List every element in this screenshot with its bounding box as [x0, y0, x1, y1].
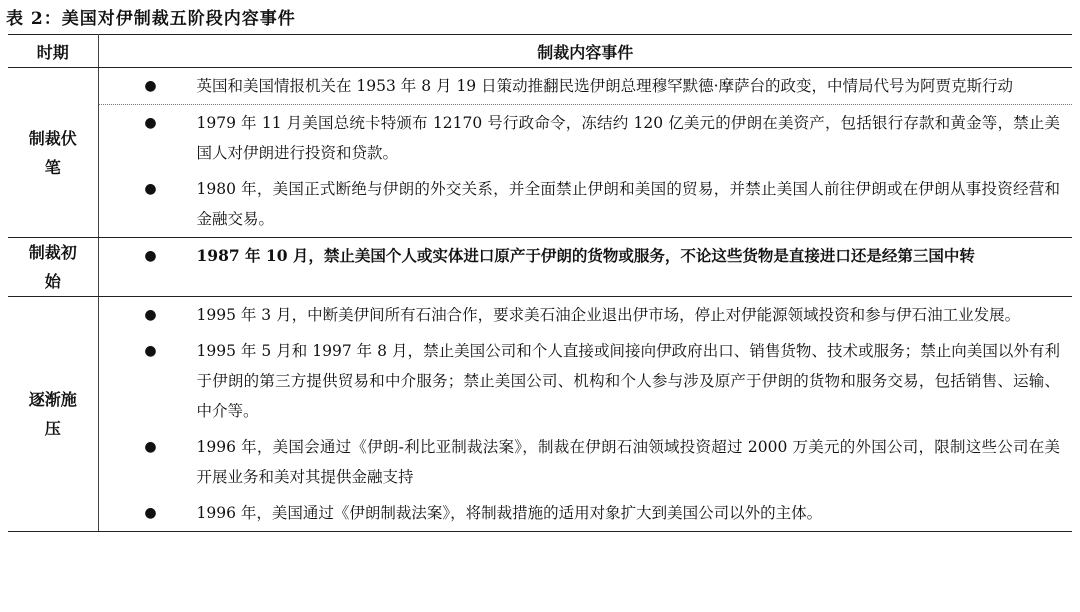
content-cell [98, 297, 1072, 532]
table-caption: 表 2：美国对伊制裁五阶段内容事件 [6, 9, 296, 29]
bullet-icon: ● [144, 307, 157, 323]
period-label-line: 始 [44, 272, 61, 291]
list-item [99, 429, 1073, 495]
content-cell [98, 238, 1072, 297]
list-item [99, 333, 1073, 429]
list-item [99, 238, 1073, 274]
bullet-icon: ● [144, 181, 157, 197]
list-item-text: 1996 年，美国通过《伊朗制裁法案》，将制裁措施的适用对象扩大到美国公司以外的主体。 [196, 504, 823, 522]
period-label-line: 笔 [44, 157, 61, 177]
list-item-text: 1996 年，美国会通过《伊朗-利比亚制裁法案》，制裁在伊朗石油领域投资超过 2000 万美元的外国公司，限制这些公司在美开展业务和美对其提供金融支持 [196, 438, 1060, 486]
list-item-text: 1995 年 3 月，中断美伊间所有石油合作，要求美石油企业退出伊市场，停止对伊能源领域投资和参与伊石油工业发展。 [196, 306, 1021, 324]
period-cell [8, 238, 98, 297]
header-period: 时期 [8, 35, 98, 68]
table-body [8, 68, 1072, 532]
period-label-line: 制裁初 [28, 243, 77, 262]
bullet-icon: ● [144, 78, 157, 94]
header-row [8, 35, 1072, 68]
bullet-icon: ● [144, 115, 157, 131]
list-item [99, 68, 1073, 105]
list-item [99, 171, 1073, 237]
list-item [99, 105, 1073, 171]
table-row [8, 238, 1072, 297]
period-label-line: 压 [44, 419, 61, 438]
bullet-icon: ● [144, 439, 157, 455]
list-item-text: 1995 年 5 月和 1997 年 8 月，禁止美国公司和个人直接或间接向伊政府出口、销售货物、技术或服务；禁止向美国以外有利于伊朗的第三方提供贸易和中介服务；禁止美国公司、机构和个人参与涉及原产于伊朗的货物和服务交易，包括销售、运输、中介等。 [196, 342, 1060, 420]
list-item [99, 495, 1073, 531]
table-row [8, 68, 1072, 238]
sanctions-table [8, 34, 1072, 532]
period-label-line: 制裁伏 [28, 128, 77, 148]
list-item-text: 1980 年，美国正式断绝与伊朗的外交关系，并全面禁止伊朗和美国的贸易，并禁止美国人前往伊朗或在伊朗从事投资经营和金融交易。 [196, 180, 1060, 228]
list-item-text: 1987 年 10 月，禁止美国个人或实体进口原产于伊朗的货物或服务，不论这些货物是直接进口还是经第三国中转 [196, 246, 975, 265]
period-cell [8, 297, 98, 532]
period-cell [8, 68, 98, 238]
list-item [99, 297, 1073, 333]
period-label-line: 逐渐施 [28, 390, 77, 409]
bullet-icon: ● [144, 505, 157, 521]
list-item-text: 1979 年 11 月美国总统卡特颁布 12170 号行政命令，冻结约 120 亿美元的伊朗在美资产，包括银行存款和黄金等，禁止美国人对伊朗进行投资和贷款。 [196, 114, 1060, 162]
bullet-icon: ● [144, 343, 157, 359]
table-row [8, 297, 1072, 532]
list-item-text: 英国和美国情报机关在 1953 年 8 月 19 日策动推翻民选伊朗总理穆罕默德·摩萨台的政变，中情局代号为阿贾克斯行动 [196, 77, 1014, 95]
header-content: 制裁内容事件 [98, 35, 1072, 68]
bullet-icon: ● [144, 248, 157, 264]
content-cell [98, 68, 1072, 238]
